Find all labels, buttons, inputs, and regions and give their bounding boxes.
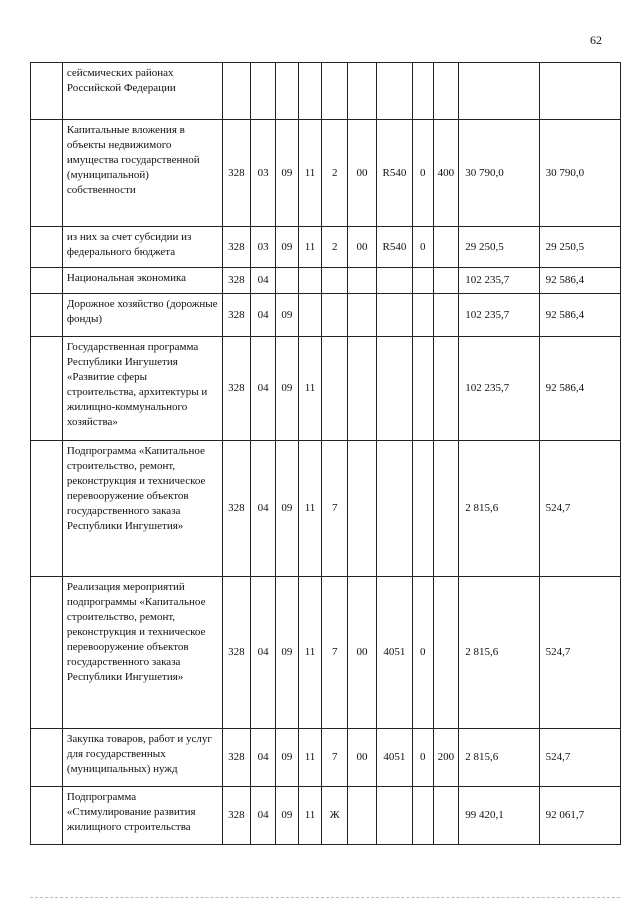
cell-program: 11 bbox=[298, 337, 322, 441]
cell-subprogram: 2 bbox=[322, 227, 348, 268]
cell-direction: 4051 bbox=[376, 729, 412, 787]
row-marker-cell bbox=[31, 441, 63, 577]
cell-subprogram: 7 bbox=[322, 441, 348, 577]
cell-subprogram bbox=[322, 63, 348, 120]
cell-section: 04 bbox=[251, 268, 276, 294]
cell-ministry-code: 328 bbox=[222, 337, 251, 441]
cell-program bbox=[298, 294, 322, 337]
table-row bbox=[31, 294, 621, 337]
cell-expense-type bbox=[433, 294, 459, 337]
cell-direction: 4051 bbox=[376, 577, 412, 729]
row-marker-cell bbox=[31, 294, 63, 337]
cell-main-event: 00 bbox=[348, 227, 377, 268]
row-marker-cell bbox=[31, 120, 63, 227]
cell-subsection: 09 bbox=[276, 337, 299, 441]
cell-amount-actual: 524,7 bbox=[539, 441, 620, 577]
cell-section: 04 bbox=[251, 577, 276, 729]
cell-amount-plan: 102 235,7 bbox=[459, 268, 539, 294]
cell-amount-plan: 2 815,6 bbox=[459, 729, 539, 787]
row-name: Подпрограмма «Капитальное строительство, ремонт, реконструкция и техническое перевооружение объектов государственного заказа Республики Ингушетия» bbox=[62, 441, 222, 577]
cell-amount-plan: 29 250,5 bbox=[459, 227, 539, 268]
cell-direction bbox=[376, 337, 412, 441]
cell-direction bbox=[376, 441, 412, 577]
cell-program bbox=[298, 268, 322, 294]
cell-expense-type bbox=[433, 63, 459, 120]
cell-subsection: 09 bbox=[276, 294, 299, 337]
cell-subprogram bbox=[322, 268, 348, 294]
cell-program: 11 bbox=[298, 577, 322, 729]
cell-subprogram: 7 bbox=[322, 729, 348, 787]
cell-main-event: 00 bbox=[348, 120, 377, 227]
cell-main-event bbox=[348, 294, 377, 337]
cell-expense-type: 400 bbox=[433, 120, 459, 227]
row-marker-cell bbox=[31, 729, 63, 787]
cell-amount-actual: 524,7 bbox=[539, 729, 620, 787]
cell-program: 11 bbox=[298, 787, 322, 845]
cell-subsection: 09 bbox=[276, 441, 299, 577]
cell-main-event: 00 bbox=[348, 729, 377, 787]
cell-program bbox=[298, 63, 322, 120]
row-name: Реализация мероприятий подпрограммы «Капитальное строительство, ремонт, реконструкция и техническое перевооружение объектов государственного заказа Республики Ингушетия» bbox=[62, 577, 222, 729]
row-name: из них за счет субсидии из федерального бюджета bbox=[62, 227, 222, 268]
cell-ministry-code: 328 bbox=[222, 227, 251, 268]
cell-subprogram: Ж bbox=[322, 787, 348, 845]
cell-direction bbox=[376, 787, 412, 845]
cell-amount-actual: 92 586,4 bbox=[539, 268, 620, 294]
cell-direction bbox=[376, 294, 412, 337]
cell-amount-actual: 30 790,0 bbox=[539, 120, 620, 227]
scan-artifact-line bbox=[30, 897, 620, 899]
cell-direction-suffix: 0 bbox=[412, 577, 433, 729]
cell-subsection: 09 bbox=[276, 787, 299, 845]
cell-direction-suffix bbox=[412, 63, 433, 120]
cell-direction-suffix bbox=[412, 787, 433, 845]
table-row bbox=[31, 120, 621, 227]
cell-direction bbox=[376, 63, 412, 120]
row-name: Капитальные вложения в объекты недвижимого имущества государственной (муниципальной) собственности bbox=[62, 120, 222, 227]
cell-subsection: 09 bbox=[276, 729, 299, 787]
cell-amount-actual: 524,7 bbox=[539, 577, 620, 729]
cell-amount-plan: 99 420,1 bbox=[459, 787, 539, 845]
table-row bbox=[31, 227, 621, 268]
cell-amount-actual: 92 586,4 bbox=[539, 294, 620, 337]
cell-amount-plan: 2 815,6 bbox=[459, 577, 539, 729]
row-name: Закупка товаров, работ и услуг для государственных (муниципальных) нужд bbox=[62, 729, 222, 787]
cell-subprogram: 7 bbox=[322, 577, 348, 729]
row-marker-cell bbox=[31, 268, 63, 294]
cell-direction-suffix bbox=[412, 441, 433, 577]
cell-direction: R540 bbox=[376, 227, 412, 268]
cell-amount-actual: 92 586,4 bbox=[539, 337, 620, 441]
row-marker-cell bbox=[31, 337, 63, 441]
cell-direction-suffix bbox=[412, 268, 433, 294]
cell-main-event: 00 bbox=[348, 577, 377, 729]
cell-section: 04 bbox=[251, 787, 276, 845]
cell-section: 04 bbox=[251, 729, 276, 787]
page-number: 62 bbox=[590, 33, 602, 47]
cell-amount-plan bbox=[459, 63, 539, 120]
cell-expense-type bbox=[433, 268, 459, 294]
cell-main-event bbox=[348, 337, 377, 441]
cell-ministry-code: 328 bbox=[222, 268, 251, 294]
cell-direction-suffix bbox=[412, 294, 433, 337]
cell-direction-suffix: 0 bbox=[412, 729, 433, 787]
cell-direction bbox=[376, 268, 412, 294]
cell-subsection bbox=[276, 63, 299, 120]
cell-expense-type bbox=[433, 441, 459, 577]
table-row bbox=[31, 268, 621, 294]
cell-amount-plan: 2 815,6 bbox=[459, 441, 539, 577]
row-name: сейсмических районах Российской Федерации bbox=[62, 63, 222, 120]
cell-ministry-code: 328 bbox=[222, 729, 251, 787]
cell-program: 11 bbox=[298, 441, 322, 577]
cell-ministry-code: 328 bbox=[222, 120, 251, 227]
cell-direction-suffix: 0 bbox=[412, 120, 433, 227]
cell-ministry-code: 328 bbox=[222, 787, 251, 845]
row-marker-cell bbox=[31, 227, 63, 268]
row-name: Государственная программа Республики Ингушетия «Развитие сферы строительства, архитектуры и жилищно-коммунального хозяйства» bbox=[62, 337, 222, 441]
cell-main-event bbox=[348, 441, 377, 577]
budget-table bbox=[30, 62, 621, 845]
cell-expense-type bbox=[433, 787, 459, 845]
cell-subsection: 09 bbox=[276, 577, 299, 729]
cell-section: 03 bbox=[251, 227, 276, 268]
table-row bbox=[31, 577, 621, 729]
cell-main-event bbox=[348, 63, 377, 120]
table-row bbox=[31, 729, 621, 787]
cell-amount-plan: 102 235,7 bbox=[459, 294, 539, 337]
cell-main-event bbox=[348, 787, 377, 845]
cell-direction-suffix: 0 bbox=[412, 227, 433, 268]
row-name: Дорожное хозяйство (дорожные фонды) bbox=[62, 294, 222, 337]
row-marker-cell bbox=[31, 63, 63, 120]
cell-direction-suffix bbox=[412, 337, 433, 441]
cell-amount-actual: 29 250,5 bbox=[539, 227, 620, 268]
cell-subsection bbox=[276, 268, 299, 294]
cell-ministry-code: 328 bbox=[222, 577, 251, 729]
table-row bbox=[31, 441, 621, 577]
row-name: Подпрограмма «Стимулирование развития жилищного строительства bbox=[62, 787, 222, 845]
cell-section: 04 bbox=[251, 441, 276, 577]
cell-section: 04 bbox=[251, 337, 276, 441]
cell-subprogram bbox=[322, 294, 348, 337]
cell-direction: R540 bbox=[376, 120, 412, 227]
row-marker-cell bbox=[31, 787, 63, 845]
cell-expense-type bbox=[433, 337, 459, 441]
row-marker-cell bbox=[31, 577, 63, 729]
cell-subsection: 09 bbox=[276, 227, 299, 268]
cell-expense-type bbox=[433, 577, 459, 729]
cell-amount-actual bbox=[539, 63, 620, 120]
cell-amount-plan: 102 235,7 bbox=[459, 337, 539, 441]
cell-amount-plan: 30 790,0 bbox=[459, 120, 539, 227]
cell-main-event bbox=[348, 268, 377, 294]
cell-ministry-code: 328 bbox=[222, 294, 251, 337]
cell-expense-type bbox=[433, 227, 459, 268]
cell-subsection: 09 bbox=[276, 120, 299, 227]
table-row bbox=[31, 337, 621, 441]
cell-section: 03 bbox=[251, 120, 276, 227]
table-row bbox=[31, 63, 621, 120]
table-row bbox=[31, 787, 621, 845]
cell-program: 11 bbox=[298, 227, 322, 268]
cell-expense-type: 200 bbox=[433, 729, 459, 787]
cell-ministry-code: 328 bbox=[222, 441, 251, 577]
cell-section bbox=[251, 63, 276, 120]
cell-section: 04 bbox=[251, 294, 276, 337]
cell-ministry-code bbox=[222, 63, 251, 120]
cell-program: 11 bbox=[298, 729, 322, 787]
row-name: Национальная экономика bbox=[62, 268, 222, 294]
cell-subprogram: 2 bbox=[322, 120, 348, 227]
cell-subprogram bbox=[322, 337, 348, 441]
cell-amount-actual: 92 061,7 bbox=[539, 787, 620, 845]
cell-program: 11 bbox=[298, 120, 322, 227]
